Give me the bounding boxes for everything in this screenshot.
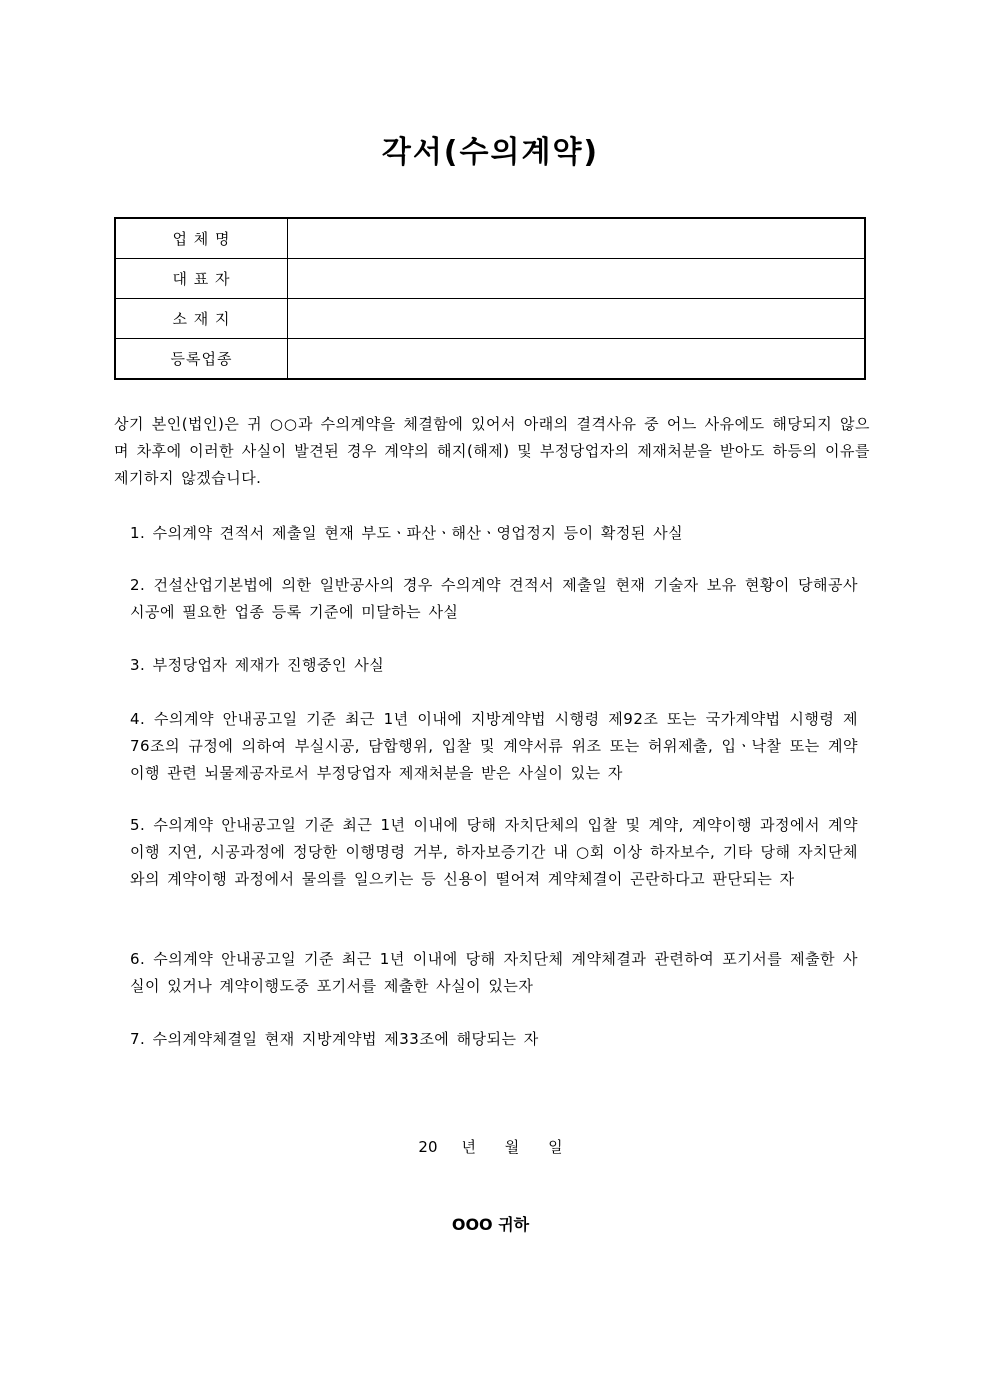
- company-name-field[interactable]: [288, 218, 866, 259]
- date-month-unit: 월: [504, 1138, 520, 1156]
- list-item: 4. 수의계약 안내공고일 기준 최근 1년 이내에 지방계약법 시행령 제92조 또는 국가계약법 시행령 제76조의 규정에 의하여 부실시공, 담합행위, 입찰 및 계약서류 위조 또는 허위제출, 입ㆍ낙찰 또는 계약이행 관련 뇌물제공자로서 부정당업자 제재처분을 받은 사실이 있는 자: [130, 710, 858, 782]
- document-title: 각서(수의계약): [381, 135, 600, 170]
- address-field[interactable]: [288, 299, 866, 339]
- intro-paragraph: 상기 본인(법인)은 귀 ○○과 수의계약을 체결함에 있어서 아래의 결격사유 중 어느 사유에도 해당되지 않으며 차후에 이러한 사실이 발견된 경우 계약의 해지(해제) 및 부정당업자의 제재처분을 받아도 하등의 이유를 제기하지 않겠습니다.: [114, 415, 870, 487]
- business-type-field[interactable]: [288, 339, 866, 380]
- list-item: 2. 건설산업기본법에 의한 일반공사의 경우 수의계약 견적서 제출일 현재 기술자 보유 현황이 당해공사 시공에 필요한 업종 등록 기준에 미달하는 사실: [130, 576, 858, 621]
- business-type-label: 등록업종: [115, 339, 288, 380]
- list-item: 3. 부정당업자 제재가 진행중인 사실: [130, 656, 385, 674]
- date-line: [0, 1135, 981, 1159]
- list-item: 5. 수의계약 안내공고일 기준 최근 1년 이내에 당해 자치단체의 입찰 및 계약, 계약이행 과정에서 계약이행 지연, 시공과정에 정당한 이행명령 거부, 하자보증기간 내 ○회 이상 하자보수, 기타 당해 자치단체와의 계약이행 과정에서 물의를 일으키는 등 신용이 떨어져 계약체결이 곤란하다고 판단되는 자: [130, 816, 858, 888]
- date-day-unit: 일: [548, 1138, 563, 1156]
- list-item: 1. 수의계약 견적서 제출일 현재 부도ㆍ파산ㆍ해산ㆍ영업정지 등이 확정된 사실: [130, 524, 684, 542]
- address-label: 소 재 지: [115, 299, 288, 339]
- table-row: [115, 259, 865, 299]
- table-row: [115, 339, 865, 380]
- addressee: OOO 귀하: [451, 1215, 530, 1234]
- list-item: 7. 수의계약체결일 현재 지방계약법 제33조에 해당되는 자: [130, 1030, 539, 1048]
- table-row: [115, 299, 865, 339]
- date-year-prefix: 20: [418, 1138, 438, 1156]
- date-year-unit: 년: [461, 1138, 477, 1156]
- representative-field[interactable]: [288, 259, 866, 299]
- company-info-table: [114, 217, 866, 380]
- representative-label: 대 표 자: [115, 259, 288, 299]
- table-row: [115, 218, 865, 259]
- list-item: 6. 수의계약 안내공고일 기준 최근 1년 이내에 당해 자치단체 계약체결과 관련하여 포기서를 제출한 사실이 있거나 계약이행도중 포기서를 제출한 사실이 있는자: [130, 950, 858, 995]
- company-name-label: 업 체 명: [115, 218, 288, 259]
